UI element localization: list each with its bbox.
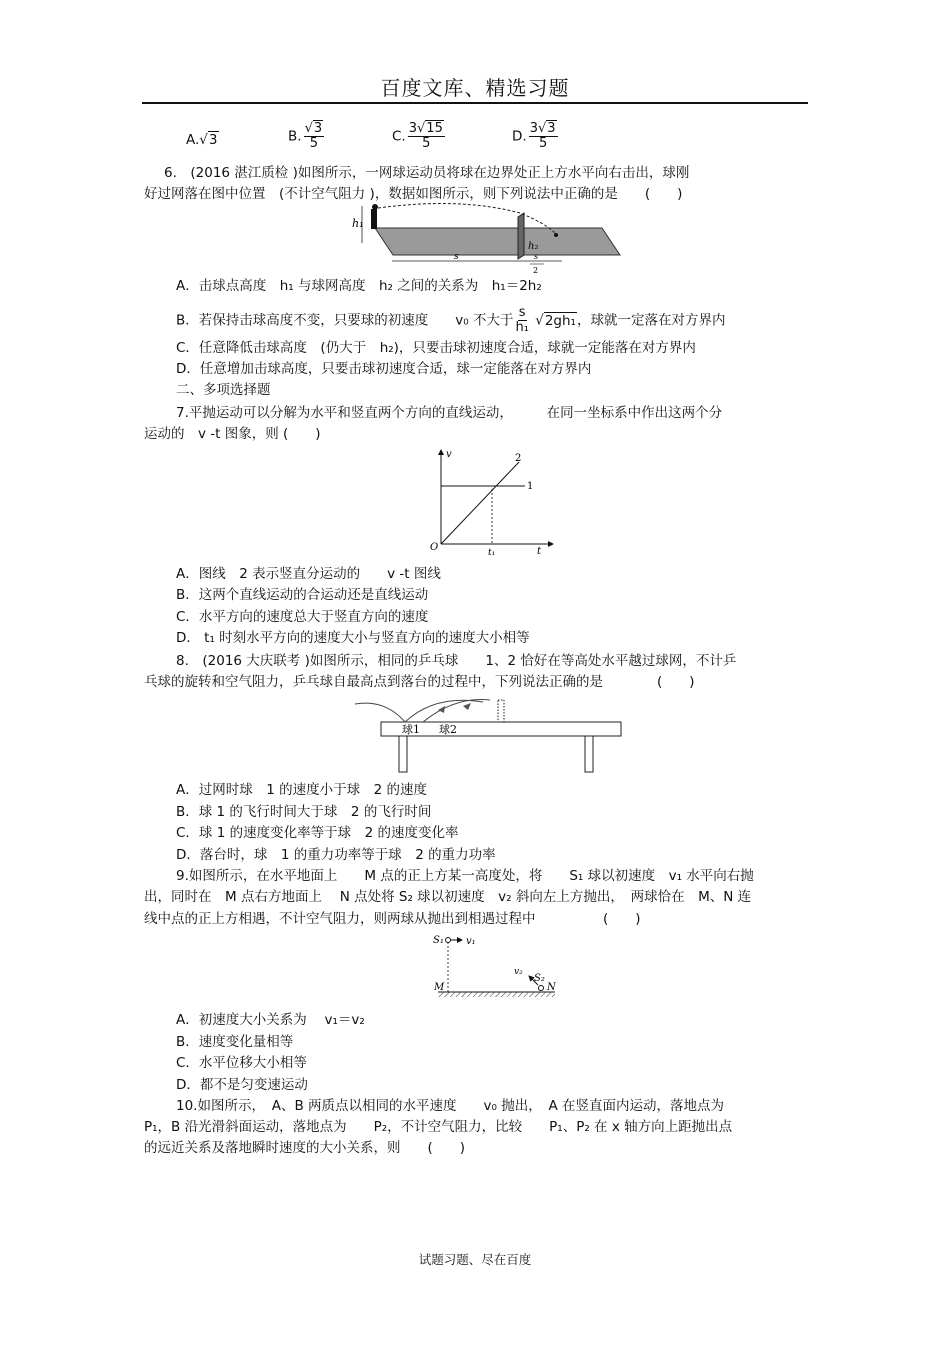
- q6-court: [375, 228, 620, 255]
- q9-line-1: 9.如图所示，在水平地面上 M 点的正上方某一高度处，将 S₁ 球以初速度 v₁ 水平向右抛: [176, 868, 754, 884]
- q8-ball1-path-a: [355, 703, 405, 722]
- q5-b-fraction: $\frac{√3}{5}$: [304, 121, 323, 151]
- q5-c-fraction: $\frac{3√15}{5}$: [408, 121, 443, 151]
- q9-ball-s2: [539, 986, 544, 991]
- q6-label-s-half-num: s: [534, 252, 539, 261]
- q6-option-a: A．击球点高度 h₁ 与球网高度 h₂ 之间的关系为 h₁＝2h₂: [176, 278, 542, 294]
- q5-d-fraction: $\frac{3√3}{5}$: [529, 121, 556, 151]
- q5-a-radicand: 3: [208, 132, 218, 148]
- q5-option-d: D. $\frac{3√3}{5}$: [512, 121, 556, 151]
- header-rule: [142, 102, 808, 104]
- q6-label-h1: h₁: [352, 217, 364, 230]
- q8-pingpong-figure: [355, 694, 625, 776]
- q6-line-1: 6. (2016 湛江质检 )如图所示，一网球运动员将球在边界处正上方水平向右击出，球刚: [164, 165, 690, 181]
- q9-label-s1: S₁: [433, 935, 444, 946]
- q10-line-3: 的远近关系及落地瞬时速度的大小关系，则 ( ): [144, 1140, 466, 1156]
- q6-b-radicand: 2gh₁: [544, 312, 576, 329]
- page-footer: 试题习题、尽在百度: [418, 1252, 532, 1267]
- q6-option-b: B．若保持击球高度不变，只要球的初速度 v₀ 不大于 $\frac{s}{\text{h₁}}$ √2gh₁，球就一定落在对方界内: [176, 305, 726, 335]
- q8-net: [498, 700, 504, 722]
- q9-line-2: 出，同时在 M 点右方地面上 N 点处将 S₂ 球以初速度 v₂ 斜向左上方抛出， 两球恰在 M、N 连: [144, 889, 752, 905]
- q7-vt-graph: [425, 446, 565, 558]
- q7-option-b: B．这两个直线运动的合运动还是直线运动: [176, 587, 429, 603]
- q7-label-v: v: [446, 449, 452, 460]
- q8-label-ball2: 球2: [439, 723, 457, 736]
- q7-option-c: C．水平方向的速度总大于竖直方向的速度: [176, 609, 429, 625]
- q10-line-2: P₁，B 沿光滑斜面运动，落地点为 P₂，不计空气阻力，比较 P₁、P₂ 在 x 轴方向上距抛出点: [144, 1119, 733, 1135]
- q7-label-1: 1: [527, 481, 534, 492]
- q6-tennis-figure: [350, 203, 630, 275]
- q8-ball2-path: [423, 699, 490, 722]
- q9-option-b: B．速度变化量相等: [176, 1034, 294, 1050]
- q8-table-leg-right: [585, 736, 593, 772]
- q7-line-2: [441, 462, 519, 544]
- q9-option-c: C．水平位移大小相等: [176, 1055, 307, 1071]
- q5-option-c: C. $\frac{3√15}{5}$: [392, 121, 443, 151]
- q6-label-s-half-den: 2: [533, 266, 539, 275]
- q7-label-origin: O: [430, 542, 439, 553]
- q7-line-1: 7.平抛运动可以分解为水平和竖直两个方向的直线运动， 在同一坐标系中作出这两个分: [176, 405, 723, 421]
- q9-label-m: M: [434, 982, 445, 993]
- q9-label-n: N: [547, 982, 556, 993]
- q8-option-d: D．落台时，球 1 的重力功率等于球 2 的重力功率: [176, 847, 496, 863]
- page-header-title: 百度文库、精选习题: [380, 76, 570, 100]
- q8-line-2: 乓球的旋转和空气阻力，乒乓球自最高点到落台的过程中，下列说法正确的是 ( ): [144, 674, 695, 690]
- q7-option-d: D． t₁ 时刻水平方向的速度大小与竖直方向的速度大小相等: [176, 630, 530, 646]
- q9-option-d: D．都不是匀变速运动: [176, 1077, 308, 1093]
- q9-label-v1: v₁: [466, 936, 476, 947]
- q9-option-a: A．初速度大小关系为 v₁＝v₂: [176, 1012, 365, 1028]
- q6-option-d: D．任意增加击球高度，只要击球初速度合适，球一定能落在对方界内: [176, 361, 592, 377]
- q7-label-2: 2: [515, 453, 522, 464]
- q7-line-2: 运动的 v -t 图象，则 ( ): [144, 426, 321, 442]
- q9-ball-s1: [446, 938, 451, 943]
- q6-option-c: C．任意降低击球高度 (仍大于 h₂)，只要击球初速度合适，球就一定能落在对方界内: [176, 340, 696, 356]
- q6-label-s: s: [454, 252, 459, 262]
- q8-option-b: B．球 1 的飞行时间大于球 2 的飞行时间: [176, 804, 432, 820]
- q9-line-3: 线中点的正上方相遇，不计空气阻力，则两球从抛出到相遇过程中 ( ): [144, 911, 641, 927]
- q7-option-a: A．图线 2 表示竖直分运动的 v -t 图线: [176, 566, 441, 582]
- q9-label-v2: v₂: [514, 967, 523, 977]
- q6-line-2: 好过网落在图中位置 (不计空气阻力 )，数据如图所示，则下列说法中正确的是 ( ): [144, 186, 683, 202]
- q7-label-t: t: [537, 546, 542, 557]
- section-2-title: 二、多项选择题: [176, 382, 271, 398]
- q6-net: [518, 213, 524, 259]
- q9-figure: [430, 932, 570, 1002]
- q8-arrow-1: [438, 706, 445, 713]
- q6-player-icon: [371, 209, 377, 229]
- q8-line-1: 8. (2016 大庆联考 )如图所示，相同的乒乓球 1、2 恰好在等高处水平越过球网，不计乒: [176, 653, 737, 669]
- q7-label-t1: t₁: [488, 548, 496, 558]
- q6-ball: [554, 233, 558, 237]
- q5-option-b: B. $\frac{√3}{5}$: [288, 121, 323, 151]
- q6-b-fraction: $\frac{s}{\text{h₁}}$: [515, 305, 529, 335]
- q10-line-1: 10.如图所示， A、B 两质点以相同的水平速度 v₀ 抛出， A 在竖直面内运动，落地点为: [176, 1098, 724, 1114]
- q6-label-h2: h₂: [528, 241, 539, 252]
- q5-option-a: A.√3: [186, 132, 218, 148]
- q8-option-c: C．球 1 的速度变化率等于球 2 的速度变化率: [176, 825, 459, 841]
- q8-option-a: A．过网时球 1 的速度小于球 2 的速度: [176, 782, 427, 798]
- q8-label-ball1: 球1: [402, 723, 420, 736]
- q8-table-leg-left: [399, 736, 407, 772]
- q8-arrow-2: [463, 703, 471, 710]
- q9-label-s2: S₂: [534, 973, 545, 984]
